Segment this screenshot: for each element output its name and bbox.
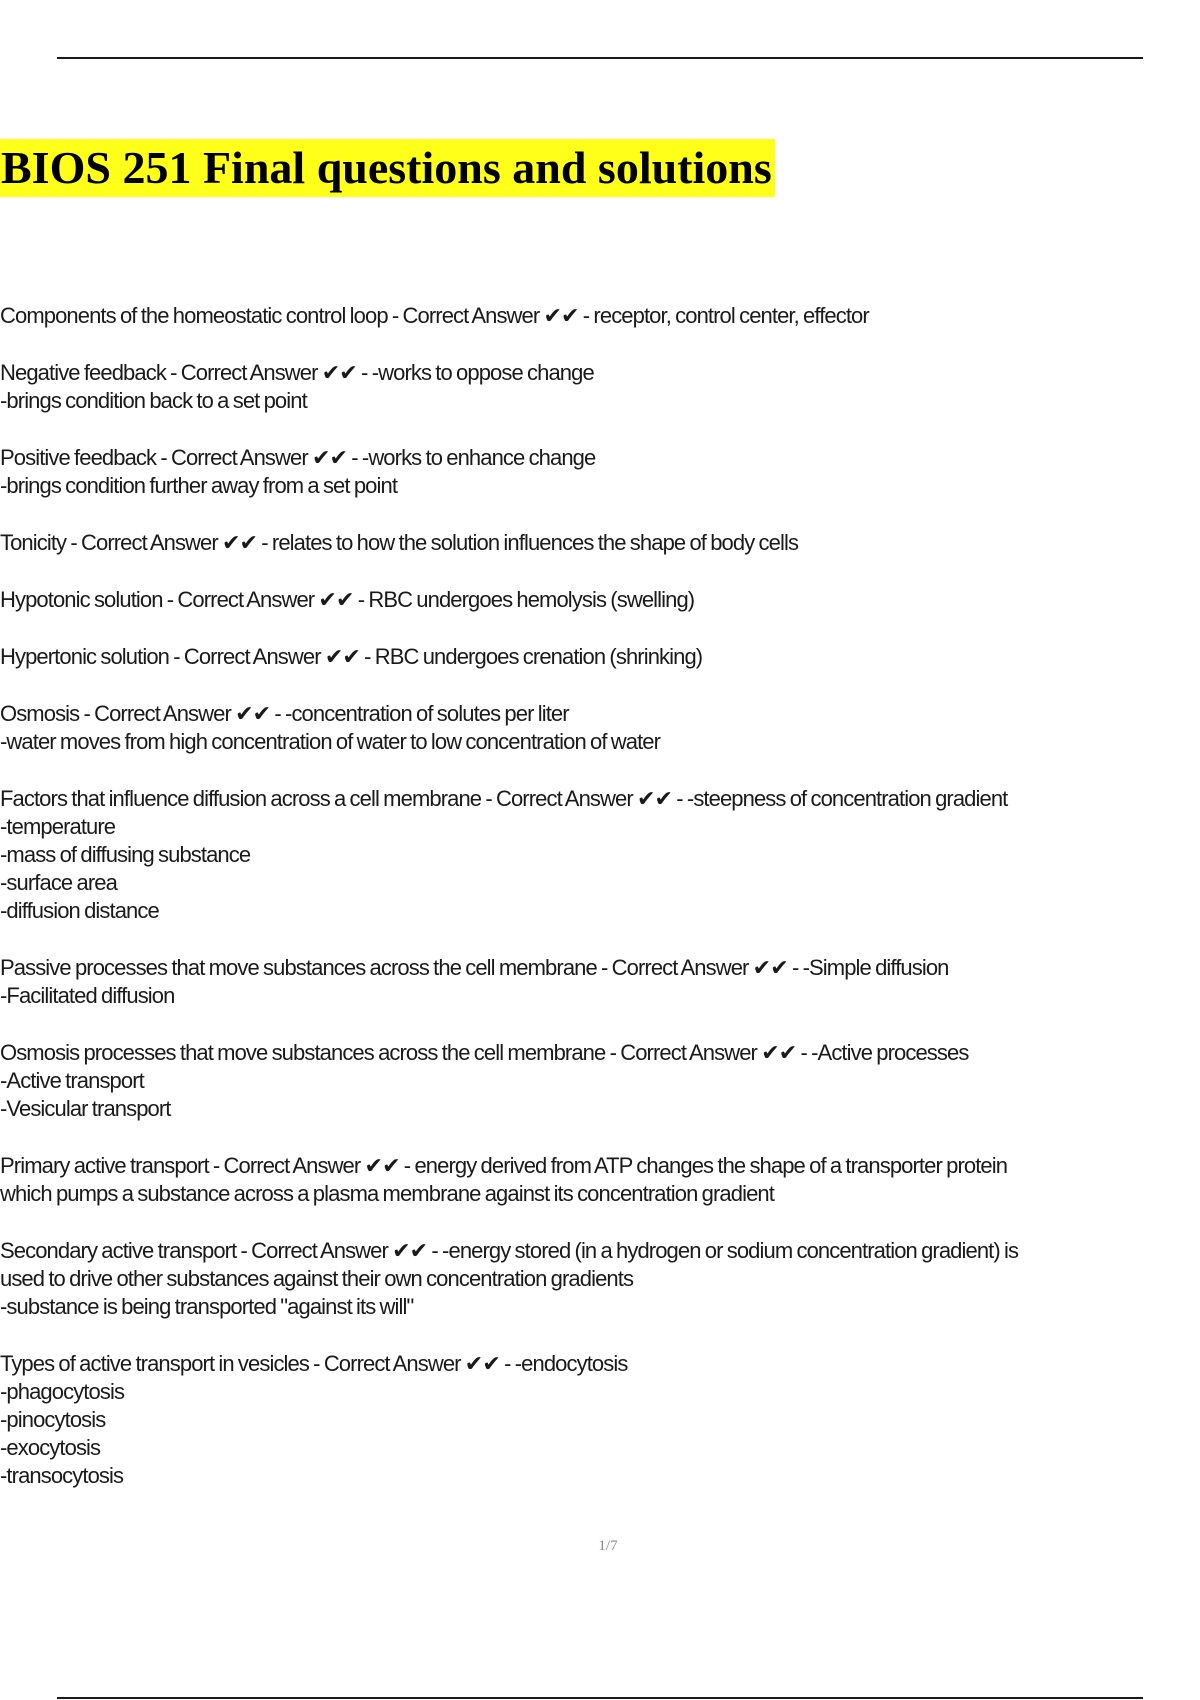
document-title: BIOS 251 Final questions and solutions bbox=[0, 139, 775, 197]
qa-answer-line: -exocytosis bbox=[0, 1435, 101, 1460]
qa-item bbox=[0, 785, 1198, 925]
qa-question-line: Components of the homeostatic control loop - Correct Answer ✔✔ - receptor, control center, effector bbox=[0, 303, 869, 328]
qa-question-line: Osmosis processes that move substances across the cell membrane - Correct Answer ✔✔ - -Active processes bbox=[0, 1040, 969, 1065]
qa-answer-line: -transocytosis bbox=[0, 1463, 124, 1488]
qa-list bbox=[0, 302, 1198, 1519]
qa-item bbox=[0, 444, 1198, 500]
qa-question-line: Primary active transport - Correct Answer ✔✔ - energy derived from ATP changes the shape of a transporter protein bbox=[0, 1153, 1008, 1178]
qa-item bbox=[0, 529, 1198, 557]
qa-question-line: Factors that influence diffusion across a cell membrane - Correct Answer ✔✔ - -steepness of concentration gradient bbox=[0, 786, 1008, 811]
qa-question-line: Hypotonic solution - Correct Answer ✔✔ - RBC undergoes hemolysis (swelling) bbox=[0, 587, 695, 612]
qa-question-line: Hypertonic solution - Correct Answer ✔✔ - RBC undergoes crenation (shrinking) bbox=[0, 644, 703, 669]
qa-item bbox=[0, 643, 1198, 671]
qa-question-line: Negative feedback - Correct Answer ✔✔ - -works to oppose change bbox=[0, 360, 594, 385]
qa-item bbox=[0, 954, 1198, 1010]
qa-question-line: Passive processes that move substances across the cell membrane - Correct Answer ✔✔ - -Simple diffusion bbox=[0, 955, 949, 980]
qa-answer-line: -water moves from high concentration of water to low concentration of water bbox=[0, 729, 661, 754]
qa-answer-line: -brings condition further away from a set point bbox=[0, 473, 398, 498]
qa-answer-line: -diffusion distance bbox=[0, 898, 159, 923]
page-number: 1/7 bbox=[598, 1538, 618, 1554]
bottom-divider bbox=[57, 1697, 1143, 1699]
qa-answer-line: -substance is being transported "against its will" bbox=[0, 1294, 414, 1319]
qa-answer-line: which pumps a substance across a plasma membrane against its concentration gradient bbox=[0, 1181, 774, 1206]
qa-answer-line: -Facilitated diffusion bbox=[0, 983, 175, 1008]
qa-item bbox=[0, 1237, 1198, 1321]
qa-item bbox=[0, 586, 1198, 614]
qa-answer-line: -pinocytosis bbox=[0, 1407, 106, 1432]
qa-answer-line: -Vesicular transport bbox=[0, 1096, 171, 1121]
qa-item bbox=[0, 700, 1198, 756]
qa-item bbox=[0, 1152, 1198, 1208]
qa-question-line: Osmosis - Correct Answer ✔✔ - -concentration of solutes per liter bbox=[0, 701, 569, 726]
qa-question-line: Secondary active transport - Correct Answer ✔✔ - -energy stored (in a hydrogen or sodium concentration gradient) is bbox=[0, 1238, 1019, 1263]
top-divider bbox=[57, 57, 1143, 59]
qa-answer-line: -surface area bbox=[0, 870, 117, 895]
qa-item bbox=[0, 1039, 1198, 1123]
qa-answer-line: -mass of diffusing substance bbox=[0, 842, 251, 867]
qa-question-line: Types of active transport in vesicles - Correct Answer ✔✔ - -endocytosis bbox=[0, 1351, 628, 1376]
qa-answer-line: used to drive other substances against their own concentration gradients bbox=[0, 1266, 634, 1291]
qa-answer-line: -phagocytosis bbox=[0, 1379, 125, 1404]
qa-answer-line: -brings condition back to a set point bbox=[0, 388, 307, 413]
qa-answer-line: -Active transport bbox=[0, 1068, 144, 1093]
qa-question-line: Positive feedback - Correct Answer ✔✔ - -works to enhance change bbox=[0, 445, 596, 470]
qa-item bbox=[0, 302, 1198, 330]
qa-item bbox=[0, 1350, 1198, 1490]
qa-question-line: Tonicity - Correct Answer ✔✔ - relates to how the solution influences the shape of body cells bbox=[0, 530, 799, 555]
qa-answer-line: -temperature bbox=[0, 814, 116, 839]
qa-item bbox=[0, 359, 1198, 415]
